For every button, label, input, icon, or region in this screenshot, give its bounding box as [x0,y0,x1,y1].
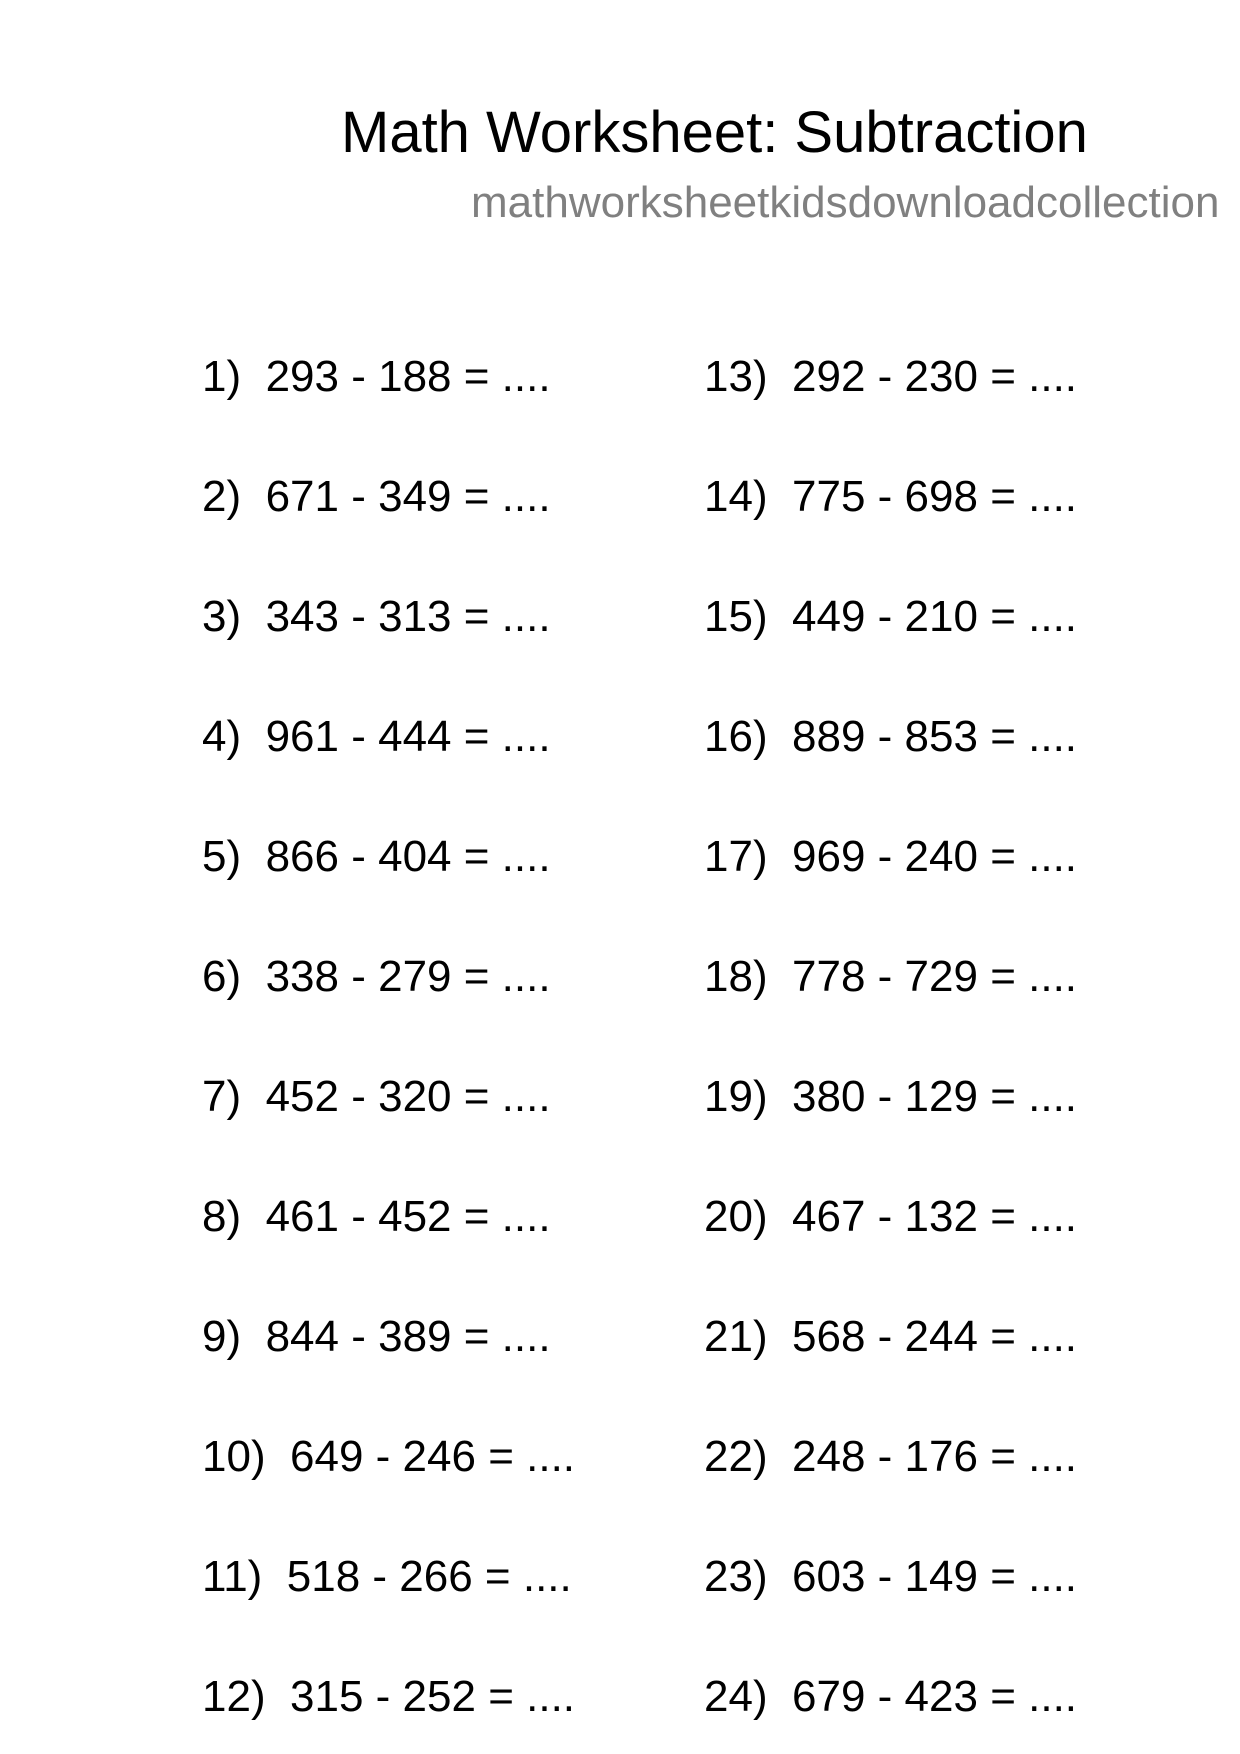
problem-expression: 461 - 452 = .... [265,1192,551,1241]
problem-expression: 778 - 729 = .... [792,952,1078,1001]
worksheet-title: Math Worksheet: Subtraction [341,100,1088,165]
problem-gap [241,352,265,401]
problem-gap [768,472,792,521]
problem-number: 10) [202,1432,266,1481]
problem-expression: 380 - 129 = .... [792,1072,1078,1121]
problem-expression: 338 - 279 = .... [265,952,551,1001]
problem-item [704,1312,1077,1362]
problem-gap [266,1432,290,1481]
worksheet-source: mathworksheetkidsdownloadcollection [471,178,1220,227]
problem-number: 2) [202,472,242,521]
problem-gap [241,952,265,1001]
problem-expression: 671 - 349 = .... [265,472,551,521]
problem-item [704,1672,1077,1722]
problem-gap [768,1192,792,1241]
problem-gap [262,1552,286,1601]
problem-number: 19) [704,1072,768,1121]
problem-expression: 292 - 230 = .... [792,352,1078,401]
problem-item [704,1072,1077,1122]
problem-item [704,1432,1077,1482]
problem-number: 18) [704,952,768,1001]
problem-item [704,472,1077,522]
problem-gap [768,832,792,881]
problem-item [202,832,551,882]
problem-expression: 775 - 698 = .... [792,472,1078,521]
problem-expression: 866 - 404 = .... [265,832,551,881]
problem-expression: 679 - 423 = .... [792,1672,1078,1721]
problem-item [202,1552,572,1602]
problem-number: 20) [704,1192,768,1241]
problem-gap [266,1672,290,1721]
problem-item [202,952,551,1002]
problem-item [202,1672,575,1722]
problem-expression: 844 - 389 = .... [265,1312,551,1361]
problem-item [202,1192,551,1242]
problem-expression: 518 - 266 = .... [286,1552,572,1601]
problem-number: 8) [202,1192,242,1241]
problem-number: 11) [202,1552,263,1601]
problem-number: 13) [704,352,768,401]
problem-expression: 467 - 132 = .... [792,1192,1078,1241]
problem-number: 9) [202,1312,242,1361]
problem-gap [241,1312,265,1361]
problem-expression: 449 - 210 = .... [792,592,1078,641]
problem-number: 1) [202,352,242,401]
problem-number: 3) [202,592,242,641]
problem-gap [241,1192,265,1241]
problem-gap [768,952,792,1001]
problem-item [202,472,551,522]
problem-number: 14) [704,472,768,521]
problem-expression: 969 - 240 = .... [792,832,1078,881]
problem-expression: 568 - 244 = .... [792,1312,1078,1361]
problem-number: 12) [202,1672,266,1721]
problem-number: 17) [704,832,768,881]
problem-expression: 293 - 188 = .... [265,352,551,401]
problem-gap [768,1432,792,1481]
problem-gap [768,1672,792,1721]
problem-gap [768,1552,792,1601]
problem-item [202,1312,551,1362]
problem-expression: 343 - 313 = .... [265,592,551,641]
problem-item [202,1432,575,1482]
problem-item [202,1072,551,1122]
problem-gap [768,1312,792,1361]
problem-number: 21) [704,1312,768,1361]
problem-number: 23) [704,1552,768,1601]
problem-gap [768,1072,792,1121]
problem-expression: 889 - 853 = .... [792,712,1078,761]
problem-number: 15) [704,592,768,641]
problem-number: 5) [202,832,242,881]
problem-expression: 315 - 252 = .... [290,1672,576,1721]
problem-item [202,712,551,762]
problem-item [704,952,1077,1002]
problem-gap [241,472,265,521]
problem-expression: 961 - 444 = .... [265,712,551,761]
problem-item [704,592,1077,642]
problem-number: 6) [202,952,242,1001]
problem-expression: 603 - 149 = .... [792,1552,1078,1601]
problem-expression: 248 - 176 = .... [792,1432,1078,1481]
problem-expression: 649 - 246 = .... [290,1432,576,1481]
problem-gap [768,592,792,641]
problem-gap [768,712,792,761]
problem-gap [241,592,265,641]
problem-gap [768,352,792,401]
problem-number: 7) [202,1072,242,1121]
problem-gap [241,1072,265,1121]
problem-item [704,352,1077,402]
problem-gap [241,832,265,881]
problem-item [704,712,1077,762]
problem-gap [241,712,265,761]
problem-item [704,1552,1077,1602]
problem-expression: 452 - 320 = .... [265,1072,551,1121]
problem-number: 16) [704,712,768,761]
problem-item [202,352,551,402]
problem-number: 22) [704,1432,768,1481]
problem-item [704,1192,1077,1242]
problem-number: 24) [704,1672,768,1721]
problem-item [202,592,551,642]
problem-item [704,832,1077,882]
problem-number: 4) [202,712,242,761]
